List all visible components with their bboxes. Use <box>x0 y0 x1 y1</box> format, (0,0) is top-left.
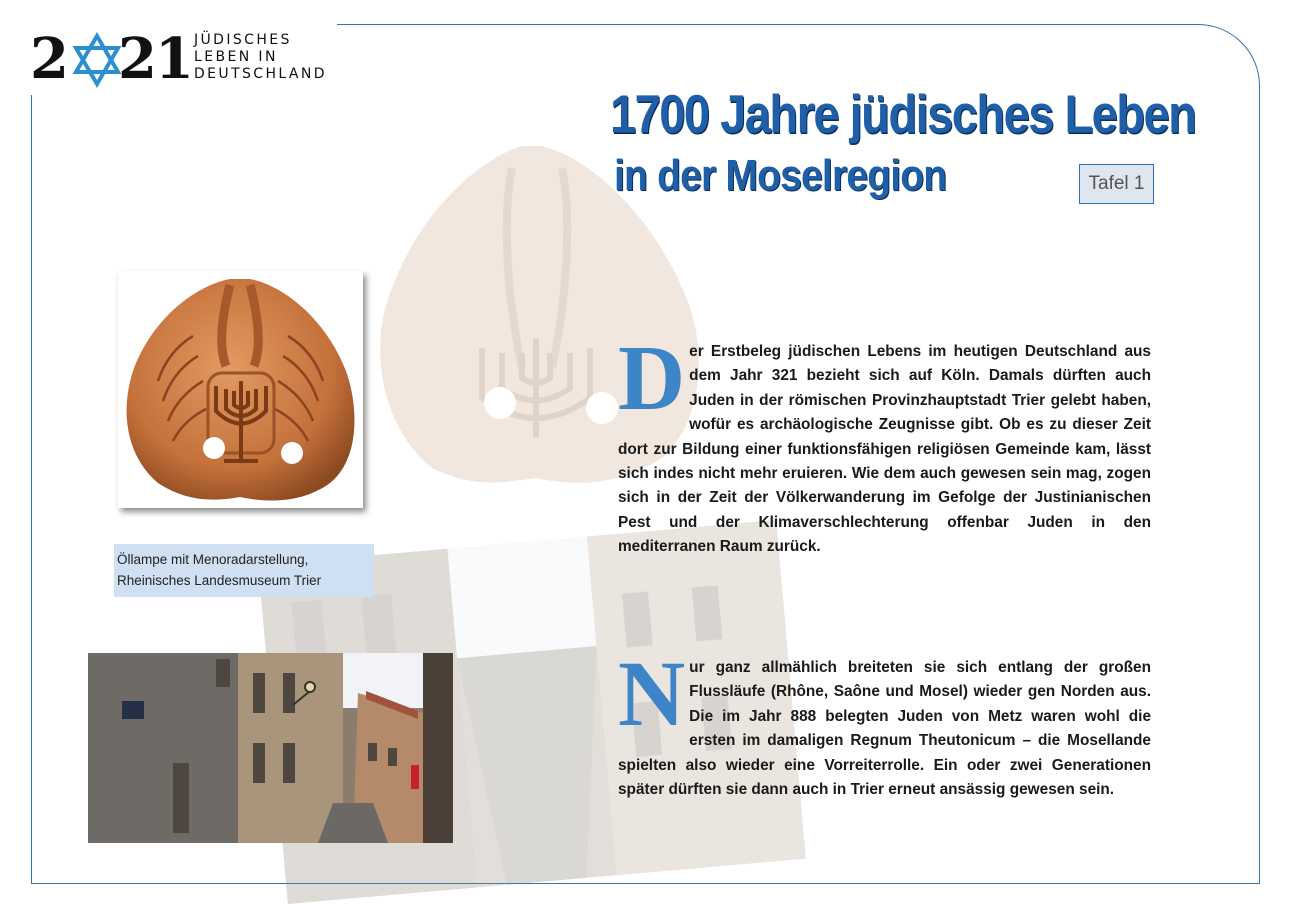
logo-wordmark <box>194 32 327 83</box>
second-paragraph <box>618 643 1151 802</box>
logo-year-rest: 21 <box>118 26 192 92</box>
intro-dropcap: D <box>618 327 686 430</box>
oil-lamp-photo <box>118 271 363 508</box>
page-subtitle: in der Moselregion <box>614 152 947 201</box>
lamp-photo-caption <box>114 544 374 597</box>
logo-line-2: LEBEN IN <box>194 49 278 65</box>
logo-2021 <box>30 28 340 90</box>
intro-paragraph-text: er Erstbeleg jüdischen Lebens im heutigen Deutschland aus dem Jahr 321 bezieht sich auf Köln. Damals dürften auch Juden in der römischen Provinzhauptstadt Trier gelebt haben, wofür es archäologische Zeugnisse gibt. Ob es zu dieser Zeit dort zur Bildung einer funktionsfähigen religiösen Gemeinde kam, lässt sich indes nicht mehr eruieren. Wie dem auch gewesen sein mag, zogen sich in der Zeit der Völkerwanderung im Gefolge der Justinianischen Pest und der Klimaverschlechterung offenbar Juden in den mediterranen Raum zurück. <box>618 343 1151 556</box>
caption-line-2: Rheinisches Landesmuseum Trier <box>117 573 322 588</box>
page-title: 1700 Jahre jüdisches Leben <box>610 83 1196 145</box>
logo-line-3: DEUTSCHLAND <box>194 66 327 82</box>
second-paragraph-text: ur ganz allmählich breiteten sie sich entlang der großen Flussläufe (Rhône, Saône und Mosel) wieder gen Norden aus. Die im Jahr 888 belegten Juden von Metz waren wohl die ersten im damaligen Regnum Theutonicum – die Mosellande spielten also wieder eine Vorreiterrolle. Ein oder zwei Generationen später dürften sie dann auch in Trier erneut ansässig gewesen sein. <box>618 659 1151 799</box>
logo-year-first-digit: 2 <box>30 26 67 92</box>
intro-paragraph <box>618 327 1151 560</box>
second-dropcap: N <box>618 643 686 746</box>
logo-line-1: JÜDISCHES <box>194 32 292 48</box>
caption-line-1: Öllampe mit Menoradarstellung, <box>117 552 309 567</box>
panel-number-badge: Tafel 1 <box>1079 164 1154 204</box>
star-of-david-icon <box>72 32 122 88</box>
trier-street-photo <box>88 653 453 843</box>
